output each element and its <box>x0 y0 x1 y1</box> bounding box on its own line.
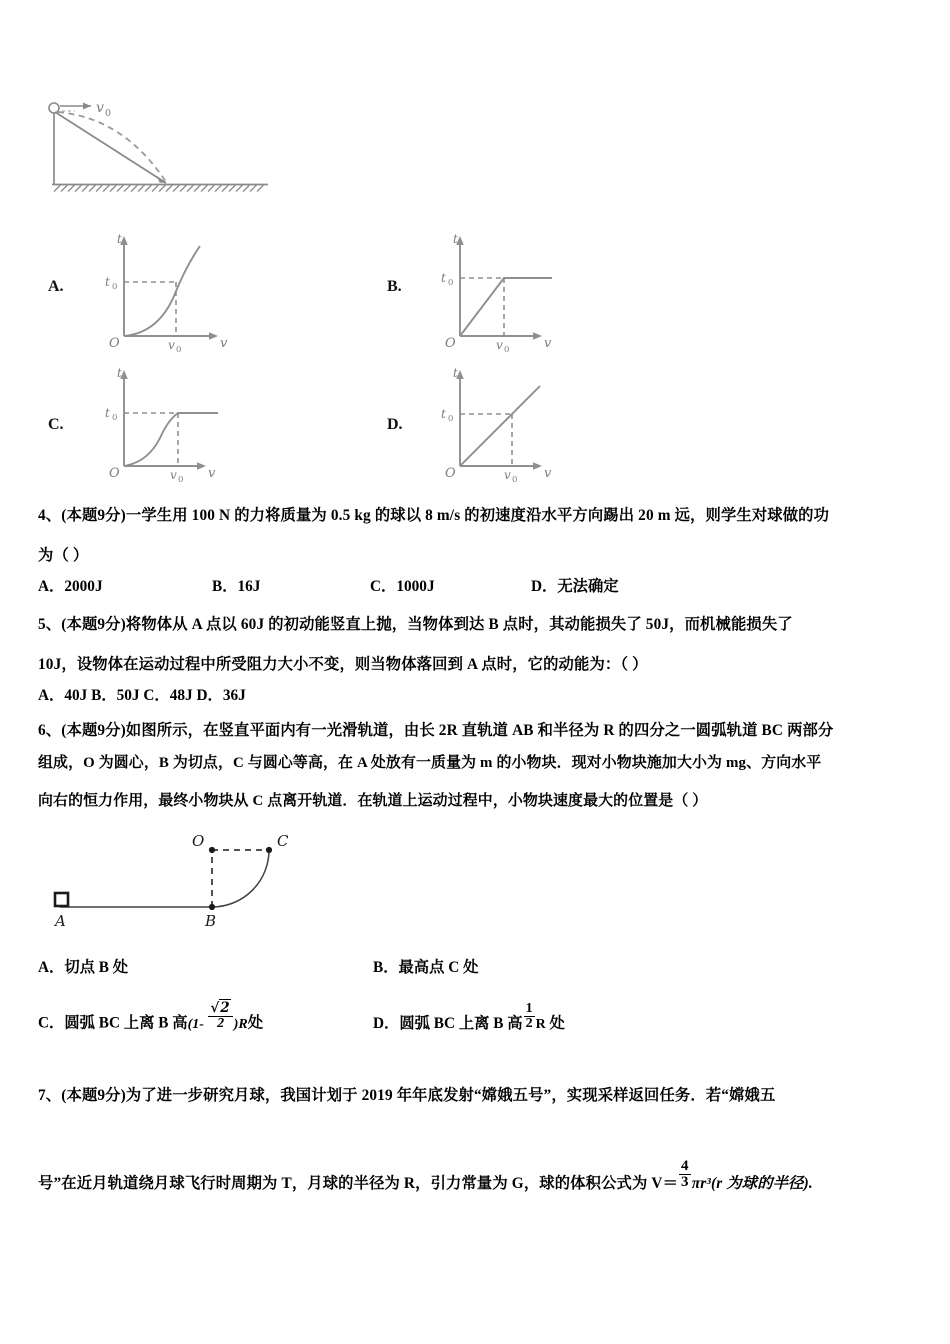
question-4-number: 4、 <box>38 507 62 524</box>
graph-curve-d <box>460 386 540 466</box>
question-6-number: 6、 <box>38 722 62 739</box>
question-4-text-1: 一学生用 100 N 的力将质量为 0.5 kg 的球以 8 m/s 的初速度沿水平方向踢出 20 m 远，则学生对球做的功 <box>125 507 830 524</box>
svg-text:v: v <box>220 336 228 351</box>
graph-option-letter-d: D. <box>387 416 403 433</box>
svg-text:v: v <box>208 466 216 481</box>
svg-text:t: t <box>105 406 110 420</box>
question-5-answers: A．40J B．50J C．48J D．36J <box>38 687 246 704</box>
question-5-line-2: 10J，设物体在运动过程中所受阻力大小不变，则当物体落回到 A 点时，它的动能为：（ ） <box>38 656 648 673</box>
ball-icon <box>49 103 59 113</box>
point-b-dot <box>209 904 215 910</box>
svg-text:0: 0 <box>512 475 518 485</box>
question-4-answer-b: B．16J <box>212 578 261 595</box>
question-4-marks: (本题9分) <box>61 507 126 524</box>
question-4-answer-a: A．2000J <box>38 578 103 595</box>
question-6-answer-b: B．最高点 C 处 <box>373 959 479 976</box>
question-6-answer-c: C．圆弧 BC 上离 B 高(1- $\frac{√2}{2}$ )R处 <box>38 1000 264 1032</box>
question-4-line-2: 为（ ） <box>38 547 89 564</box>
svg-text:0: 0 <box>112 413 118 423</box>
graph-option-row-ab <box>44 228 664 356</box>
question-6-line-2: 组成，O 为圆心，B 为切点，C 与圆心等高，在 A 处放有一质量为 m 的小物块．现对小物块施加大小为 mg、方向水平 <box>38 755 822 771</box>
track-figure-q6 <box>46 824 336 932</box>
svg-text:t: t <box>441 407 446 421</box>
svg-text:0: 0 <box>112 282 118 292</box>
svg-text:v: v <box>544 466 552 481</box>
question-6-line-1 <box>38 718 833 740</box>
svg-text:0: 0 <box>504 345 510 355</box>
formula-d: $\frac{1}{2}$ R <box>525 1001 546 1033</box>
question-4-answer-d: D．无法确定 <box>531 578 619 595</box>
graph-option-letter-c: C. <box>48 416 64 433</box>
svg-text:O: O <box>445 466 456 481</box>
graph-option-c <box>96 358 236 485</box>
question-7-text-2: 号”在近月轨道绕月球飞行时周期为 T，月球的半径为 R，引力常量为 G，球的体积公式为 V＝ <box>38 1175 679 1193</box>
velocity-label: v <box>96 100 104 116</box>
question-5-marks: (本题9分) <box>61 616 126 633</box>
svg-text:0: 0 <box>105 108 112 119</box>
svg-text:v: v <box>496 338 503 352</box>
graph-option-letter-a: A. <box>48 278 64 295</box>
svg-text:v: v <box>504 468 511 482</box>
svg-text:0: 0 <box>448 414 454 424</box>
question-6-answer-a: A．切点 B 处 <box>38 959 129 976</box>
question-5-text-1: 将物体从 A 点以 60J 的初动能竖直上抛，当物体到达 B 点时，其动能损失了 50J，而机械能损失了 <box>125 616 793 633</box>
formula-c: (1- $\frac{√2}{2}$ )R <box>187 1000 248 1032</box>
question-6-answer-d: D．圆弧 BC 上离 B 高 $\frac{1}{2}$ R 处 <box>373 1001 565 1033</box>
svg-text:O: O <box>109 466 120 481</box>
label-a: A <box>55 912 66 930</box>
svg-text:v: v <box>170 468 177 482</box>
graph-curve-a <box>124 246 200 336</box>
question-6-marks: (本题9分) <box>61 722 126 739</box>
svg-text:v: v <box>168 338 175 352</box>
svg-text:O: O <box>445 336 456 351</box>
question-6-line-3: 向右的恒力作用，最终小物块从 C 点离开轨道．在轨道上运动过程中，小物块速度最大的位置是（ ） <box>38 793 708 809</box>
svg-text:t: t <box>441 271 446 285</box>
question-4-line-1 <box>38 503 829 525</box>
svg-text:0: 0 <box>178 475 184 485</box>
svg-text:0: 0 <box>176 345 182 355</box>
question-4-answer-c: C．1000J <box>370 578 435 595</box>
question-7-line-1 <box>38 1083 775 1105</box>
point-o-dot <box>209 847 215 853</box>
svg-text:t: t <box>453 232 458 246</box>
graph-curve-c <box>124 413 218 466</box>
graph-option-a <box>96 228 236 355</box>
arc-bc <box>212 850 269 907</box>
question-5-number: 5、 <box>38 616 62 633</box>
question-5-line-1 <box>38 612 793 634</box>
svg-text:v: v <box>544 336 552 351</box>
question-7-formula-tail: πr³(r 为球的半径). <box>691 1175 813 1193</box>
volume-fraction: $\frac{4}{3}$ <box>681 1158 689 1191</box>
projectile-incline-figure <box>44 96 294 204</box>
trajectory-path <box>58 112 166 182</box>
label-o: O <box>192 832 205 850</box>
question-7-number: 7、 <box>38 1087 62 1104</box>
svg-text:O: O <box>109 336 120 351</box>
graph-option-d <box>432 358 572 485</box>
question-7-text-1: 为了进一步研究月球，我国计划于 2019 年年底发射“嫦娥五号”，实现采样返回任务．若“嫦娥五 <box>125 1087 776 1104</box>
question-7-marks: (本题9分) <box>61 1087 126 1104</box>
graph-curve-b <box>460 278 552 336</box>
graph-option-row-cd <box>44 358 664 486</box>
block-icon <box>55 893 68 906</box>
question-6-text-1: 如图所示，在竖直平面内有一光滑轨道，由长 2R 直轨道 AB 和半径为 R 的四分之一圆弧轨道 BC 两部分 <box>125 722 834 739</box>
svg-text:0: 0 <box>448 278 454 288</box>
svg-text:t: t <box>117 232 122 246</box>
graph-option-b <box>432 228 572 355</box>
svg-text:t: t <box>117 366 122 380</box>
question-7-line-2 <box>38 1158 813 1195</box>
label-c: C <box>277 832 289 850</box>
svg-text:t: t <box>105 275 110 289</box>
graph-option-letter-b: B. <box>387 278 402 295</box>
svg-text:t: t <box>453 366 458 380</box>
label-b: B <box>205 912 217 930</box>
point-c-dot <box>266 847 272 853</box>
